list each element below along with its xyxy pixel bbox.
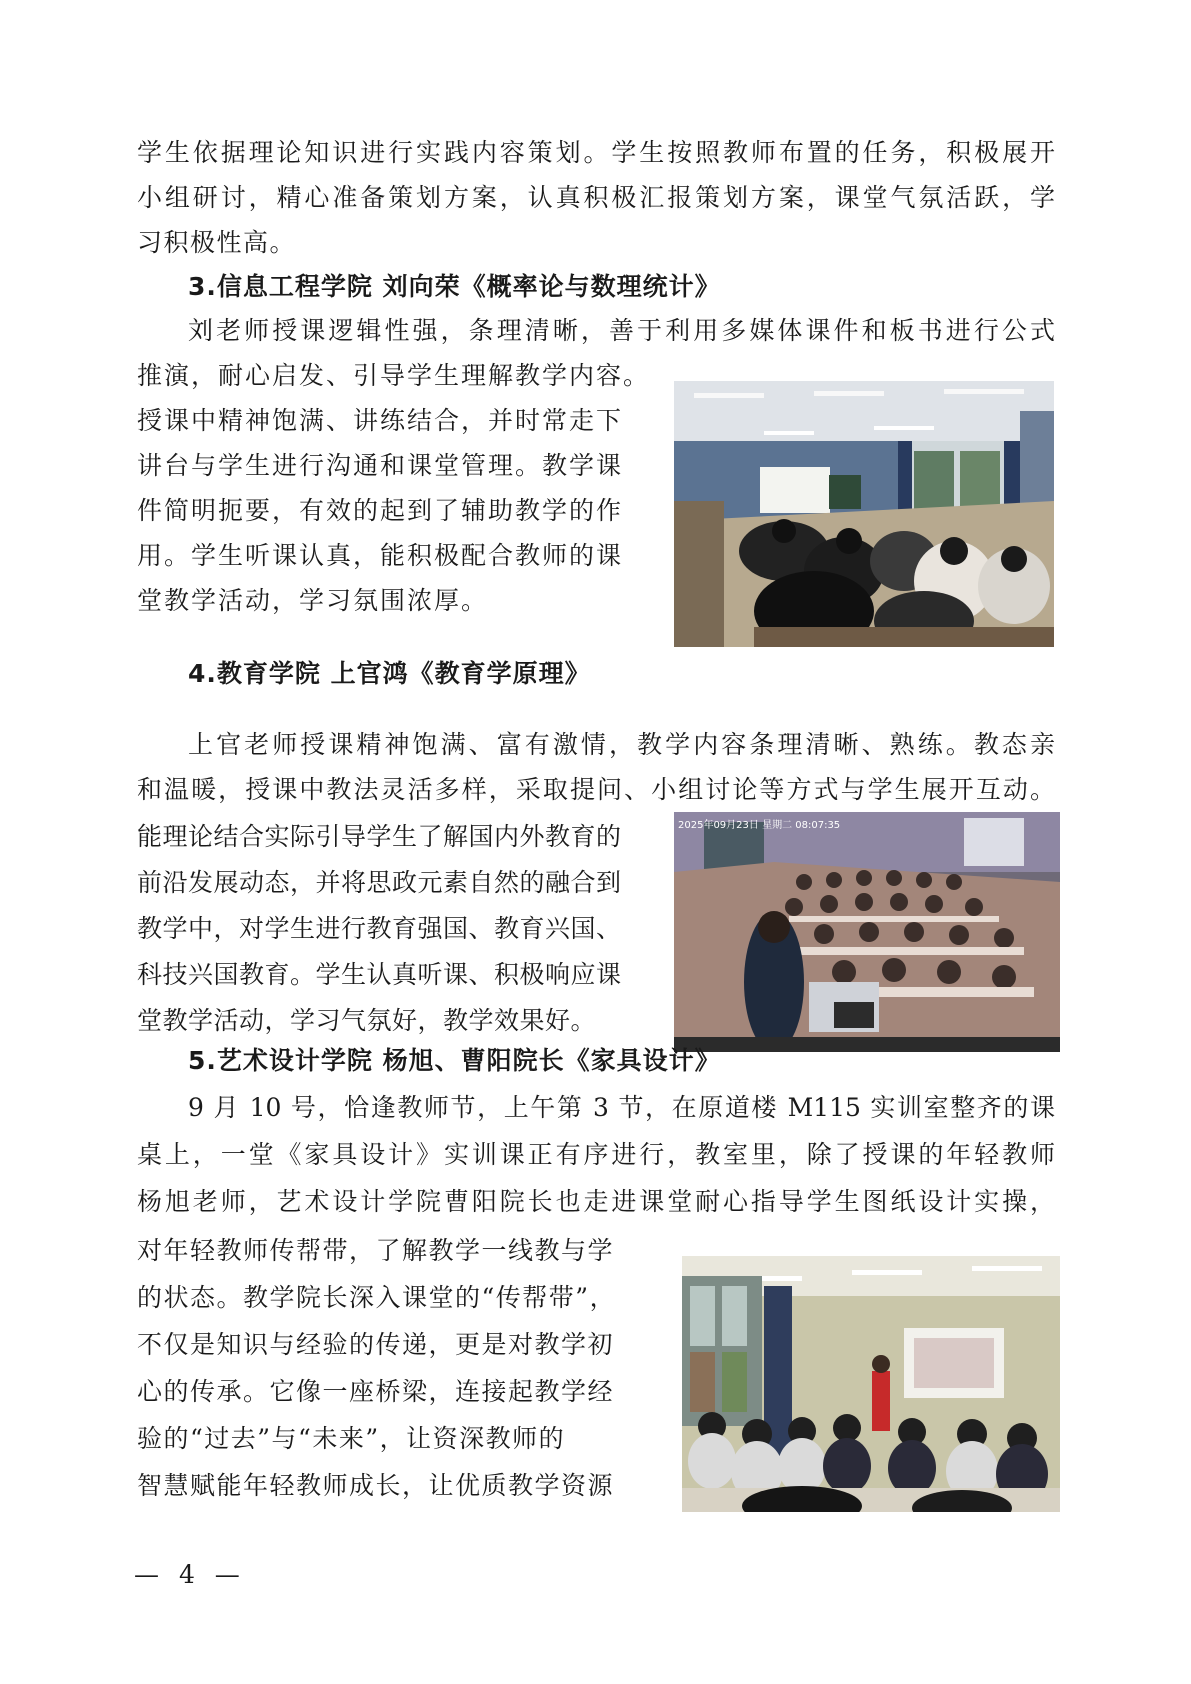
body-text-line: 刘老师授课逻辑性强，条理清晰，善于利用多媒体课件和板书进行公式 xyxy=(188,316,1055,345)
body-text-line: 智慧赋能年轻教师成长，让优质教学资源 xyxy=(137,1471,615,1500)
body-text-line: 讲台与学生进行沟通和课堂管理。教学课 xyxy=(137,451,624,480)
section-heading: 3.信息工程学院 刘向荣《概率论与数理统计》 xyxy=(188,272,721,301)
body-text-line: 上官老师授课精神饱满、富有激情，教学内容条理清晰、熟练。教态亲 xyxy=(188,730,1055,759)
section-heading: 4.教育学院 上官鸿《教育学原理》 xyxy=(188,659,591,688)
body-text-line: 小组研讨，精心准备策划方案，认真积极汇报策划方案，课堂气氛活跃，学 xyxy=(137,183,1055,212)
body-text-line: 学生依据理论知识进行实践内容策划。学生按照教师布置的任务，积极展开 xyxy=(137,138,1055,167)
body-text-line: 科技兴国教育。学生认真听课、积极响应课 xyxy=(137,960,622,989)
photo-timestamp: 2025年09月23日 星期二 08:07:35 xyxy=(678,820,841,831)
page-number: — 4 — xyxy=(134,1560,246,1589)
section-heading: 5.艺术设计学院 杨旭、曹阳院长《家具设计》 xyxy=(188,1046,721,1075)
body-text-line: 桌上，一堂《家具设计》实训课正有序进行，教室里，除了授课的年轻教师 xyxy=(137,1140,1055,1169)
body-text-line: 授课中精神饱满、讲练结合，并时常走下 xyxy=(137,406,624,435)
body-text-line: 教学中，对学生进行教育强国、教育兴国、 xyxy=(137,914,622,943)
body-text-line: 能理论结合实际引导学生了解国内外教育的 xyxy=(137,822,622,851)
body-text-line: 9 月 10 号，恰逢教师节，上午第 3 节，在原道楼 M115 实训室整齐的课 xyxy=(188,1093,1055,1122)
body-text-line: 和温暖，授课中教法灵活多样，采取提问、小组讨论等方式与学生展开互动。 xyxy=(137,775,1055,804)
body-text-line: 习积极性高。 xyxy=(137,228,297,257)
body-text-line: 不仅是知识与经验的传递，更是对教学初 xyxy=(137,1330,615,1359)
body-text-line: 堂教学活动，学习气氛好，教学效果好。 xyxy=(137,1006,597,1035)
body-text-line: 件简明扼要，有效的起到了辅助教学的作 xyxy=(137,496,624,525)
body-text-line: 的状态。教学院长深入课堂的“传帮带”， xyxy=(137,1283,617,1312)
body-text-line: 推演，耐心启发、引导学生理解教学内容。 xyxy=(137,361,651,390)
body-text-line: 前沿发展动态，并将思政元素自然的融合到 xyxy=(137,868,622,897)
classroom-photo-education xyxy=(674,812,1060,1052)
body-text-line: 用。学生听课认真，能积极配合教师的课 xyxy=(137,541,624,570)
body-text-line: 验的“过去”与“未来”，让资深教师的 xyxy=(137,1424,566,1453)
body-text-line: 杨旭老师，艺术设计学院曹阳院长也走进课堂耐心指导学生图纸设计实操， xyxy=(137,1187,1055,1216)
body-text-line: 堂教学活动，学习氛围浓厚。 xyxy=(137,586,489,615)
body-text-line: 心的传承。它像一座桥梁，连接起教学经 xyxy=(137,1377,615,1406)
classroom-photo-probability xyxy=(674,381,1054,647)
classroom-photo-furniture-design xyxy=(682,1256,1060,1512)
body-text-line: 对年轻教师传帮带，了解教学一线教与学 xyxy=(137,1236,615,1265)
